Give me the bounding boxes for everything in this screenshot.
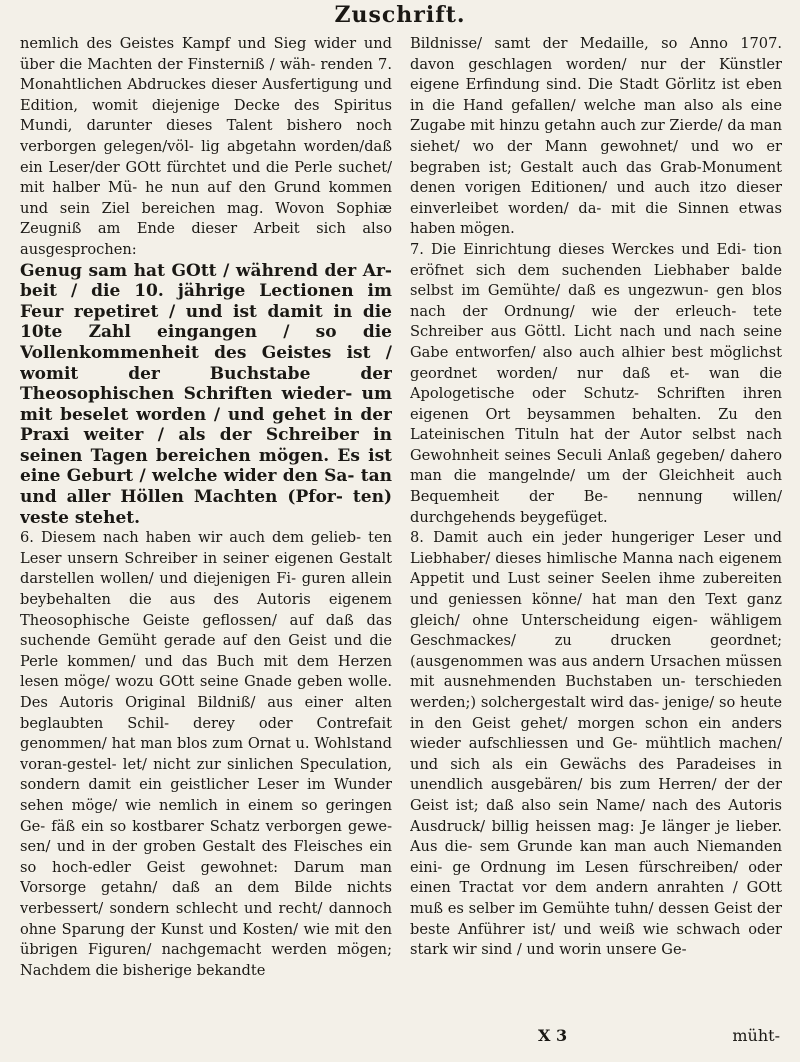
right-paragraph-1: Bildnisse/ samt der Medaille, so Anno 1707. davon geschlagen worden/ nur der Künstler eigene Erfindung sind. Die Stadt Görlitz ist eben in die Hand gefallen/ welche man also als eine Zugabe mit hinzu getahn auch zur Zierde/ da man siehet/ wo der Mann gewohnet/ und wo er begraben ist; Gestalt auch das Grab-Monument denen vorigen Editionen/ und auch itzo dieser einverleibet worden/ da- mit die Sinnen etwas haben mögen. [410,35,782,238]
running-head: Zuschrift. [334,2,466,28]
right-paragraph-2: 7. Die Einrichtung dieses Werckes und Edi- tion eröfnet sich dem suchenden Liebhaber balde selbst im Gemühte/ daß es ungezwun- gen blos nach der Ordnung/ wie der erleuch- tete Schreiber aus Göttl. Licht nach und nach seine Gabe entworfen/ also auch alhier best möglichst geordnet worden/ nur daß et- wan die Apologetische oder Schutz- Schriften ihren eigenen Ort beysammen behalten. Zu den Lateinischen Tituln hat der Autor selbst nach Gewohnheit seines Seculi Anlaß gegeben/ dahero man die mangelnde/ um der Gleichheit auch Bequemheit der Be- nennung willen/ durchgehends beygefüget. [410,240,782,526]
left-paragraph-1: nemlich des Geistes Kampf und Sieg wider und über die Machten der Finsterniß / wäh- renden 7. Monahtlichen Abdruckes dieser Ausfertigung und Edition, womit diejenige Decke des Spiritus Mundi, darunter dieses Talent bishero noch verborgen gelegen/völ- lig abgetahn worden/daß ein Leser/der GOtt fürchtet und die Perle suchet/ mit halber Mü- he nun auf den Grund kommen und sein Ziel bereichen mag. Wovon Sophiæ Zeugniß am Ende dieser Arbeit sich also ausgesprochen: [20,35,392,258]
left-paragraph-3: 6. Diesem nach haben wir auch dem gelieb- ten Leser unsern Schreiber in seiner eigenen Gestalt darstellen wollen/ und diejenigen Fi- guren allein beybehalten die aus des Autoris eigenem Theosophische Geiste geflossen/ auf daß das suchende Gemüht gerade auf den Geist und die Perle kommen/ und das Buch mit dem Herzen lesen möge/ wozu GOtt seine Gnade geben wolle. Des Autoris Original Bildniß/ aus einer alten beglaubten Schil- derey oder Contrefait genommen/ hat man blos zum Ornat u. Wohlstand voran-gestel- let/ nicht zur sinlichen Speculation, sondern damit ein geistlicher Leser im Wunder sehen möge/ wie nemlich in einem so geringen Ge- fäß ein so kostbarer Schatz verborgen gewe- sen/ und in der groben Gestalt des Fleisches ein so hoch-edler Geist gewohnet: Darum man Vorsorge getahn/ daß an dem Bilde nichts verbessert/ sondern schlecht und recht/ dannoch ohne Sparung der Kunst und Kosten/ wie mit den übrigen Figuren/ nachgemacht werden mögen; Nachdem die bisherige bekandte [20,529,392,979]
page-footer [410,1026,780,1050]
catchword: müht- [732,1026,780,1045]
left-paragraph-2-quote: Genug sam hat GOtt / während der Ar- beit / die 10. jährige Lectionen im Feur repetiret / und ist damit in die 10te Zahl eingangen / so die Vollenkommenheit des Geistes ist / womit der Buchstabe der Theosophischen Schriften wieder- um mit beselet worden / und gehet in der Praxi weiter / als der Schreiber in seinen Tagen bereichen mögen. Es ist eine Geburt / welche wider den Sa- tan und aller Höllen Machten (Pfor- ten) veste stehet. [20,260,392,528]
right-paragraph-3: 8. Damit auch ein jeder hungeriger Leser und Liebhaber/ dieses himlische Manna nach eigenem Appetit und Lust seiner Seelen ihme zubereiten und geniessen könne/ hat man den Text ganz gleich/ ohne Unterscheidung eigen- wähligem Geschmackes/ zu drucken geordnet; (ausgenommen was aus andern Ursachen müssen mit ausnehmenden Buchstaben un- terschieden werden;) solchergestalt wird das- jenige/ so heute in den Geist gehet/ morgen schon ein anders wieder aufschliessen und Ge- mühtlich machen/ und sich als ein Gewächs des Paradeises in unendlich ausgebären/ bis zum Herren/ der der Geist ist; daß also sein Name/ nach des Autoris Ausdruck/ billig heissen mag: Je länger je lieber. Aus die- sem Grunde kan man auch Niemanden eini- ge Ordnung im Lesen fürschreiben/ oder einen Tractat vor dem andern anrahten / GOtt muß es selber im Gemühte tuhn/ dessen Geist der beste Anführer ist/ und weiß wie schwach oder stark wir sind / und worin unsere Ge- [410,529,782,959]
signature-mark: X 3 [538,1026,568,1045]
right-column [410,34,782,1024]
left-column [20,34,392,1024]
